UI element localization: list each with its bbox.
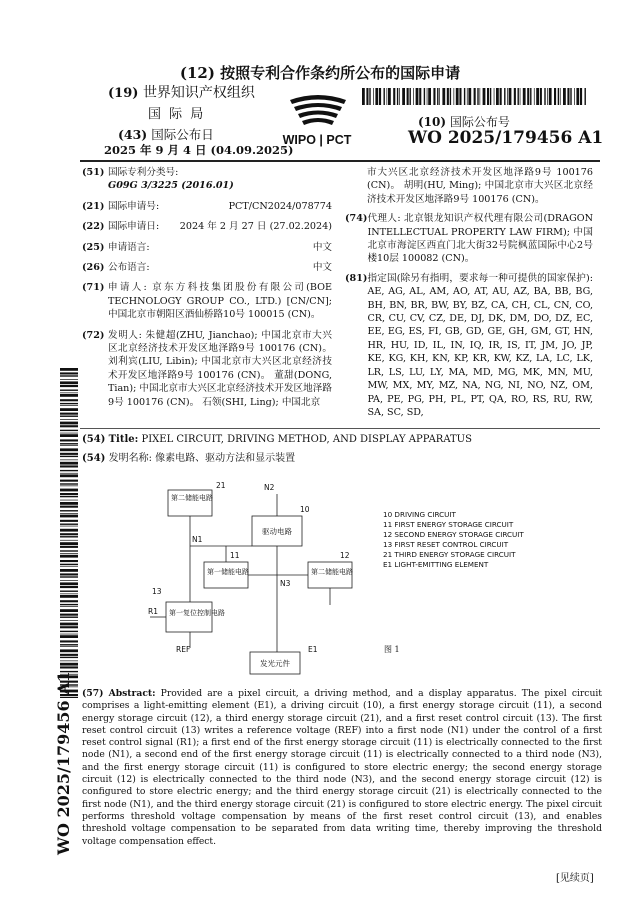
inventors-continued: 市大兴区北京经济技术开发区地泽路9号 100176 (CN)。 胡明(HU, Ming); 中国北京市大兴区北京经济技术开发区地泽路9号 100176 (CN)。 xyxy=(367,167,593,205)
field-22: (22) 国际申请日: 2024 年 2 月 27 日 (27.02.2024) xyxy=(82,221,332,233)
org-num: (19) xyxy=(108,86,139,101)
abstract: (57) Abstract: Provided are a pixel circuit, a driving method, and a display apparatus. The pixel circuit comprises a light-emitting element (E1), a driving circuit (10), a first energy storage circuit (11), a second energy storage circuit (12), a third energy storage circuit (21), and a first reset control circuit (13). The first reset control circuit (13) writes a reference voltage (REF) into a first node (N1) under the control of a first reset control signal (R1); a first end of the first energy storage circuit (11) is electrically connected to the first node (N1), a second end of the first energy storage circuit (11) is electrically connected to a third node (N3), and the first energy storage circuit (11) is configured to store electric energy; the second energy storage circuit (12) is electrically connected to the third node (N3), and the second energy storage circuit (12) is configured to store electric energy; and the third energy storage circuit (21) is electrically connected to the first node (N1), and the third energy storage circuit (21) is configured to store electric energy. The pixel circuit performs threshold voltage compensation by means of the first reset control circuit (13), and enables threshold voltage compensation to be separated from data writing time, thereby improving the threshold voltage compensation effect. xyxy=(82,688,602,847)
abstract-text: Provided are a pixel circuit, a driving method, and a display apparatus. The pixel circuit comprises a light-emitting element (E1), a driving circuit (10), a first energy storage circuit (11), a second energy storage circuit (12), a third energy storage circuit (21), and a first reset control circuit (13). The first reset control circuit (13) writes a reference voltage (REF) into a first node (N1) under the control of a first reset control signal (R1); a first end of the first energy storage circuit (11) is electrically connected to the first node (N1), a second end of the first energy storage circuit (11) is electrically connected to a third node (N3), and the first energy storage circuit (11) is configured to store electric energy; the second energy storage circuit (12) is electrically connected to the third node (N3), and the second energy storage circuit (12) is configured to store electric energy; and the third energy storage circuit (21) is electrically connected to the first node (N1), and the third energy storage circuit (21) is configured to store electric energy. The pixel circuit performs threshold voltage compensation by means of the first reset control circuit (13), and enables threshold voltage compensation to be separated from data writing time, thereby improving the threshold voltage compensation effect. xyxy=(82,688,602,847)
label-10: 10 xyxy=(300,505,310,514)
field-51: (51) 国际专利分类号: G09G 3/3225 (2016.01) xyxy=(82,167,234,192)
wipo-logo-text: WIPO | PCT xyxy=(282,133,352,147)
box-reset xyxy=(166,602,212,632)
document-kind-title: (12) 按照专利合作条约所公布的国际申请 xyxy=(179,64,461,82)
figure-label: 图 1 xyxy=(384,645,400,654)
pub-date-label: 国际公布日 xyxy=(151,127,214,142)
field-74: (74) 代理人: 北京银龙知识产权代理有限公司(DRAGON INTELLECTUAL PROPERTY LAW FIRM); 中国北京市海淀区西直门北大街32号院枫蓝国际中心2号楼10层 100082 (CN)。 xyxy=(345,213,593,265)
label-21: 21 xyxy=(216,481,226,490)
legend-item: 13 FIRST RESET CONTROL CIRCUIT xyxy=(383,540,509,549)
side-barcode xyxy=(60,368,78,698)
circuit-figure xyxy=(140,480,400,685)
label-r1: R1 xyxy=(148,607,158,616)
title-rule xyxy=(80,428,600,429)
org-block xyxy=(108,86,255,101)
pub-date-num: (43) xyxy=(118,127,148,142)
left-column xyxy=(82,166,332,409)
side-pub-no: WO 2025/179456 A1 xyxy=(54,671,73,855)
title-en-block: (54) Title: PIXEL CIRCUIT, DRIVING METHOD, AND DISPLAY APPARATUS xyxy=(82,434,472,445)
pub-date: 2025 年 9 月 4 日 (04.09.2025) xyxy=(104,143,294,157)
wipo-logo xyxy=(260,92,375,152)
title-cn: 发明名称: 像素电路、驱动方法和显示装置 xyxy=(108,453,296,464)
label-n2: N2 xyxy=(264,483,275,492)
org-name: 世界知识产权组织 xyxy=(142,85,255,101)
box-third-storage-text: 第二储能电路 xyxy=(171,494,213,502)
label-12: 12 xyxy=(340,551,350,560)
field-72: (72) 发明人: 朱健超(ZHU, Jianchao); 中国北京市大兴区北京经济技术开发区地泽路9号 100176 (CN)。 刘利宾(LIU, Libin); 中国北京市大兴区北京经济技术开发区地泽路9号 100176 (CN)。 董甜(DONG, Tian); 中国北京市大兴区北京经济技术开发区地泽路9号 100176 (CN)。 石领(SHI, Ling); 中国北京 xyxy=(82,329,332,408)
legend-item: E1 LIGHT-EMITTING ELEMENT xyxy=(383,560,489,569)
label-ref: REF xyxy=(176,645,191,654)
header-rule xyxy=(80,160,600,162)
box-driving-text: 驱动电路 xyxy=(262,527,292,536)
label-n3: N3 xyxy=(280,579,291,588)
figure-legend xyxy=(383,510,524,570)
field-21: (21) 国际申请号: PCT/CN2024/078774 xyxy=(82,200,332,212)
box-led-text: 发光元件 xyxy=(260,659,290,668)
pub-date-label-block xyxy=(118,125,214,143)
label-e1: E1 xyxy=(308,645,318,654)
legend-item: 12 SECOND ENERGY STORAGE CIRCUIT xyxy=(383,530,524,539)
field-71: (71) 申请人: 京东方科技集团股份有限公司(BOE TECHNOLOGY GROUP CO., LTD.) [CN/CN]; 中国北京市朝阳区酒仙桥路10号 100015 (CN)。 xyxy=(82,282,332,321)
box-second-storage-text: 第二储能电路 xyxy=(311,568,353,576)
label-13: 13 xyxy=(152,587,162,596)
legend-item: 21 THIRD ENERGY STORAGE CIRCUIT xyxy=(383,550,516,559)
field-25: (25) 申请语言: 中文 xyxy=(82,241,332,253)
right-column xyxy=(345,166,593,419)
legend-item: 10 DRIVING CIRCUIT xyxy=(383,510,456,519)
box-first-storage-text: 第一储能电路 xyxy=(207,568,249,576)
title-en: PIXEL CIRCUIT, DRIVING METHOD, AND DISPLAY APPARATUS xyxy=(141,434,472,445)
title-cn-block: (54) 发明名称: 像素电路、驱动方法和显示装置 xyxy=(82,453,296,464)
org-bureau: 国 际 局 xyxy=(148,107,206,122)
top-barcode xyxy=(362,88,587,105)
field-81: (81) 指定国(除另有指明，要求每一种可提供的国家保护): AE, AG, AL, AM, AO, AT, AU, AZ, BA, BB, BG, BH, BN, BR, BW, BY, BZ, CA, CH, CL, CN, CO, CR, CU, CV, CZ, DE, DJ, DK, DM, DO, DZ, EC, EE, EG, ES, FI, GB, GD, GE, GH, GM, GT, HN, HR, HU, ID, IL, IN, IQ, IR, IS, IT, JM, JO, JP, KE, KG, KH, KN, KP, KR, KW, KZ, LA, LC, LK, LR, LS, LU, LY, MA, MD, MG, MK, MN, MU, MW, MX, MY, MZ, NA, NG, NI, NO, NZ, OM, PA, PE, PG, PH, PL, PT, QA, RO, RS, RU, RW, SA, SC, SD, xyxy=(345,272,593,418)
label-n1: N1 xyxy=(192,535,203,544)
continued-note: [见续页] xyxy=(556,873,594,884)
legend-item: 11 FIRST ENERGY STORAGE CIRCUIT xyxy=(383,520,514,529)
box-reset-text: 第一复位控制电路 xyxy=(169,609,225,617)
field-26: (26) 公布语言: 中文 xyxy=(82,262,332,274)
pub-no-num: (10) xyxy=(418,115,447,129)
pub-no: WO 2025/179456 A1 xyxy=(408,128,604,148)
label-11: 11 xyxy=(230,551,240,560)
pub-no-label: 国际公布号 xyxy=(449,115,510,129)
